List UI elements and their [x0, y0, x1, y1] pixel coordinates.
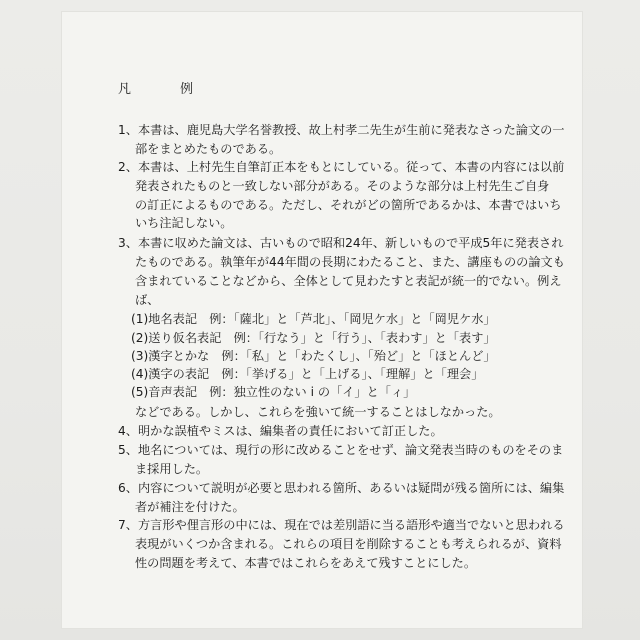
- example-2: (2)送り仮名表記 例：「行なう」と「行う」、「表わす」と「表す」: [131, 331, 496, 345]
- page-title: 凡 例: [118, 82, 212, 97]
- note-3-line-1: 3、本書に収めた論文は、古いもので昭和24年、新しいもので平成5年に発表され: [118, 236, 564, 250]
- note-5-line-2: ま採用した。: [135, 462, 209, 476]
- note-3-closing: などである。しかし、これらを強いて統一することはしなかった。: [135, 405, 501, 419]
- note-3-line-4: ば、: [135, 293, 160, 307]
- note-1-line-2: 部をまとめたものである。: [135, 142, 282, 156]
- note-3-line-2: たものである。執筆年が44年間の長期にわたること、また、講座ものの論文も: [135, 255, 565, 269]
- note-2-line-1: 2、本書は、上村先生自筆訂正本をもとにしている。従って、本書の内容には以前: [118, 160, 565, 174]
- note-2-line-4: いち注記しない。: [135, 216, 233, 230]
- note-2-line-3: の訂正によるものである。ただし、それがどの箇所であるかは、本書ではいち: [135, 198, 562, 212]
- note-6-line-2: 者が補注を付けた。: [135, 500, 245, 514]
- example-3: (3)漢字とかな 例：「私」と「わたくし」、「殆ど」と「ほとんど」: [131, 349, 496, 363]
- example-1: (1)地名表記 例：「薩北」と「芦北」、「岡児ケ水」と「岡児ケ水」: [131, 312, 496, 326]
- note-7-line-2: 表現がいくつか含まれる。これらの項目を削除することも考えられるが、資料: [135, 537, 562, 551]
- note-3-line-3: 含まれていることなどから、全体として見わたすと表記が統一的でない。例え: [135, 274, 562, 288]
- note-7-line-1: 7、方言形や俚言形の中には、現在では差別語に当る語形や適当でないと思われる: [118, 518, 565, 532]
- note-2-line-2: 発表されたものと一致しない部分がある。そのような部分は上村先生ご自身: [135, 179, 550, 193]
- note-1-line-1: 1、本書は、鹿児島大学名誉教授、故上村孝二先生が生前に発表なさった論文の一: [118, 123, 565, 137]
- note-5-line-1: 5、地名については、現行の形に改めることをせず、論文発表当時のものをそのま: [118, 443, 564, 457]
- note-7-line-3: 性の問題を考えて、本書ではこれらをあえて残すことにした。: [135, 556, 477, 570]
- note-6-line-1: 6、内容について説明が必要と思われる箇所、あるいは疑問が残る箇所には、編集: [118, 481, 565, 495]
- note-4-line-1: 4、明かな誤植やミスは、編集者の責任において訂正した。: [118, 424, 443, 438]
- example-4: (4)漢字の表記 例：「挙げる」と「上げる」、「理解」と「理会」: [131, 367, 484, 381]
- example-5: (5)音声表記 例：独立性のない i の「イ」と「ィ」: [131, 385, 416, 399]
